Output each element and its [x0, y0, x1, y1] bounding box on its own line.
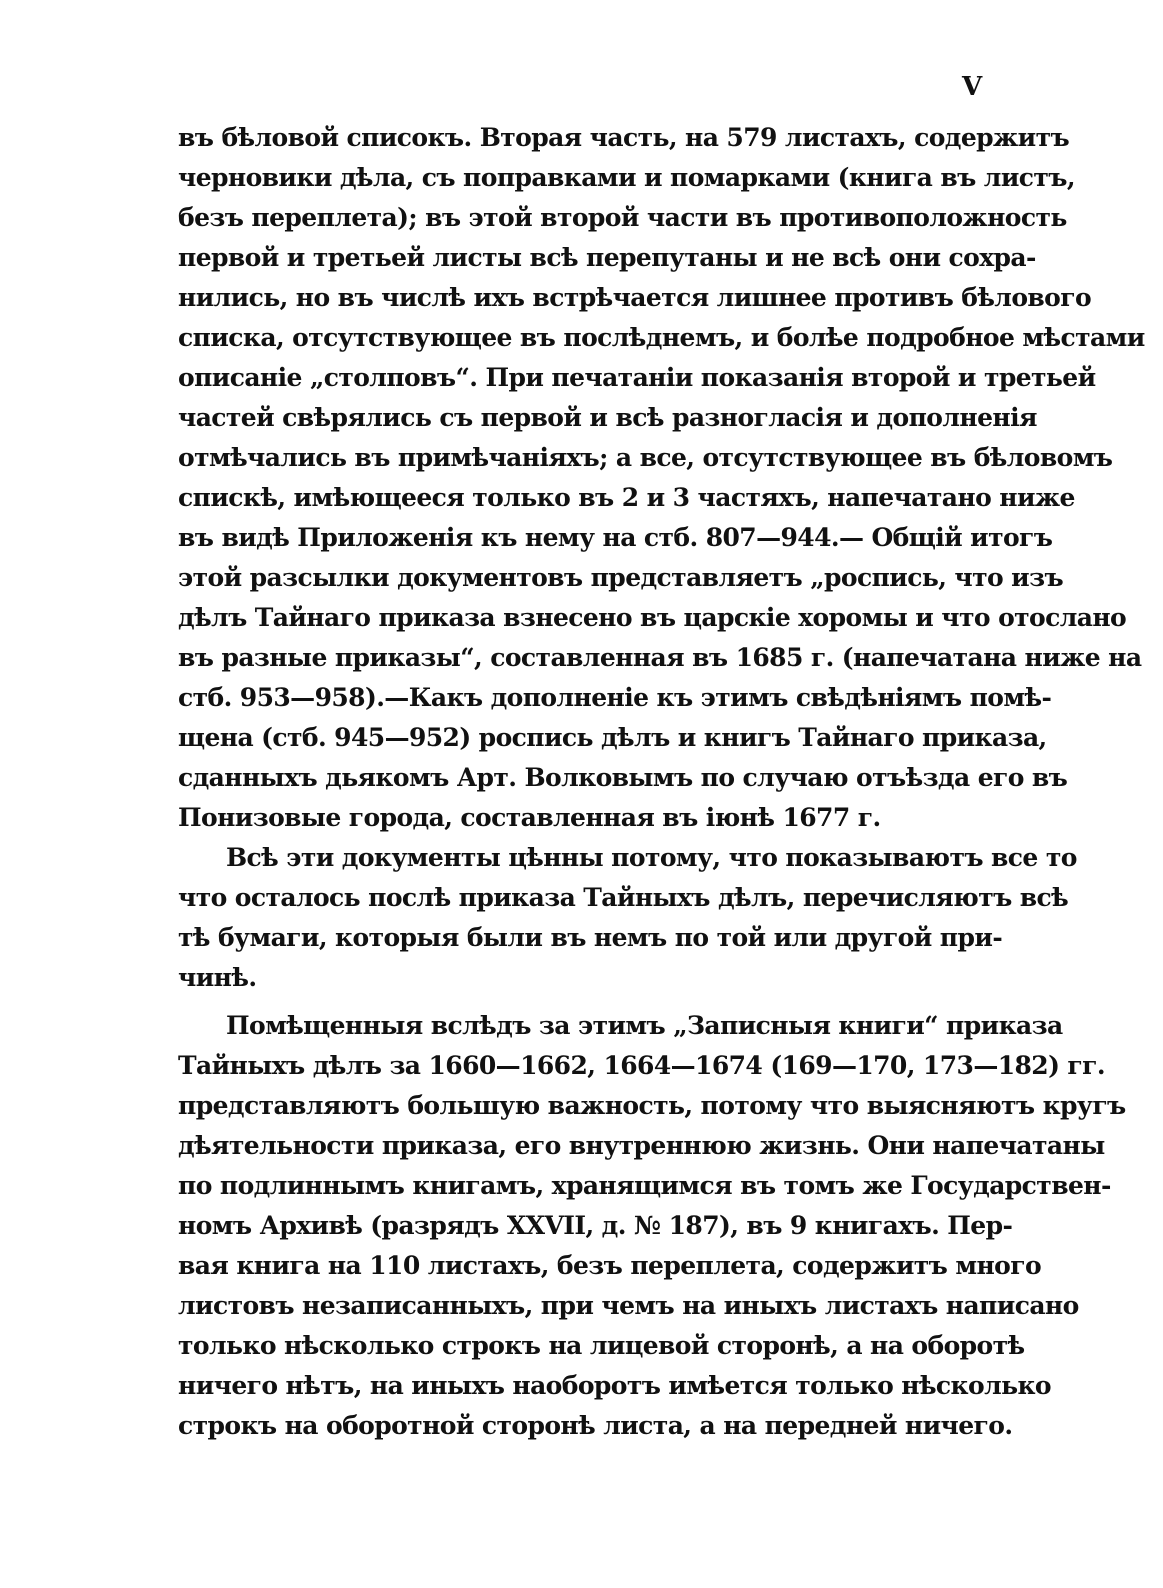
- text-line: въ видѣ Приложенія къ нему на стб. 807—944.— Общій итогъ: [178, 523, 1053, 552]
- text-line: частей свѣрялись съ первой и всѣ разногласія и дополненія: [178, 403, 1037, 432]
- text-line: черновики дѣла, съ поправками и помарками (книга въ листъ,: [178, 163, 1075, 192]
- text-line: ничего нѣтъ, на иныхъ наоборотъ имѣется только нѣсколько: [178, 1371, 1052, 1400]
- text-line: щена (стб. 945—952) роспись дѣлъ и книгъ Тайнаго приказа,: [178, 723, 1047, 752]
- text-line: чинѣ.: [178, 963, 257, 992]
- text-line: вая книга на 110 листахъ, безъ переплета, содержитъ много: [178, 1251, 1042, 1280]
- text-line: спискѣ, имѣющееся только въ 2 и 3 частяхъ, напечатано ниже: [178, 483, 1075, 512]
- text-line: по подлиннымъ книгамъ, хранящимся въ томъ же Государствен-: [178, 1171, 1111, 1200]
- body-text: [178, 118, 1145, 1446]
- text-line: номъ Архивѣ (разрядъ XXVII, д. № 187), въ 9 книгахъ. Пер-: [178, 1211, 1013, 1240]
- text-line: Понизовые города, составленная въ іюнѣ 1677 г.: [178, 803, 881, 832]
- text-line: дѣлъ Тайнаго приказа взнесено въ царскіе хоромы и что отослано: [178, 603, 1127, 632]
- text-line: сданныхъ дьякомъ Арт. Волковымъ по случаю отъѣзда его въ: [178, 763, 1068, 792]
- text-line: въ разные приказы“, составленная въ 1685 г. (напечатана ниже на: [178, 643, 1142, 672]
- text-line: Тайныхъ дѣлъ за 1660—1662, 1664—1674 (169—170, 173—182) гг.: [178, 1051, 1105, 1080]
- text-line: Всѣ эти документы цѣнны потому, что показываютъ все то: [226, 843, 1077, 872]
- text-line: списка, отсутствующее въ послѣднемъ, и болѣе подробное мѣстами: [178, 323, 1145, 352]
- page-number: V: [962, 72, 983, 102]
- text-line: представляютъ большую важность, потому что выясняютъ кругъ: [178, 1091, 1126, 1120]
- text-line: безъ переплета); въ этой второй части въ противоположность: [178, 203, 1067, 232]
- text-line: дѣятельности приказа, его внутреннюю жизнь. Они напечатаны: [178, 1131, 1105, 1160]
- text-line: только нѣсколько строкъ на лицевой сторонѣ, а на оборотѣ: [178, 1331, 1025, 1360]
- text-line: стб. 953—958).—Какъ дополненіе къ этимъ свѣдѣніямъ помѣ-: [178, 683, 1052, 712]
- text-line: въ бѣловой списокъ. Вторая часть, на 579 листахъ, содержитъ: [178, 123, 1070, 152]
- text-line: отмѣчались въ примѣчаніяхъ; а все, отсутствующее въ бѣловомъ: [178, 443, 1113, 472]
- text-line: этой разсылки документовъ представляетъ „роспись, что изъ: [178, 563, 1064, 592]
- text-line: нились, но въ числѣ ихъ встрѣчается лишнее противъ бѣлового: [178, 283, 1092, 312]
- paragraph: [178, 118, 1145, 838]
- text-line: описаніе „столповъ“. При печатаніи показанія второй и третьей: [178, 363, 1096, 392]
- text-line: первой и третьей листы всѣ перепутаны и не всѣ они сохра-: [178, 243, 1036, 272]
- paragraph: [178, 1006, 1126, 1446]
- text-line: Помѣщенныя вслѣдъ за этимъ „Записныя книги“ приказа: [226, 1011, 1063, 1040]
- text-line: строкъ на оборотной сторонѣ листа, а на передней ничего.: [178, 1411, 1013, 1440]
- text-line: листовъ незаписанныхъ, при чемъ на иныхъ листахъ написано: [178, 1291, 1079, 1320]
- paragraph-gap: [178, 998, 990, 1006]
- text-line: тѣ бумаги, которыя были въ немъ по той или другой при-: [178, 923, 1003, 952]
- text-line: что осталось послѣ приказа Тайныхъ дѣлъ, перечисляютъ всѣ: [178, 883, 1069, 912]
- paragraph: [178, 838, 1077, 998]
